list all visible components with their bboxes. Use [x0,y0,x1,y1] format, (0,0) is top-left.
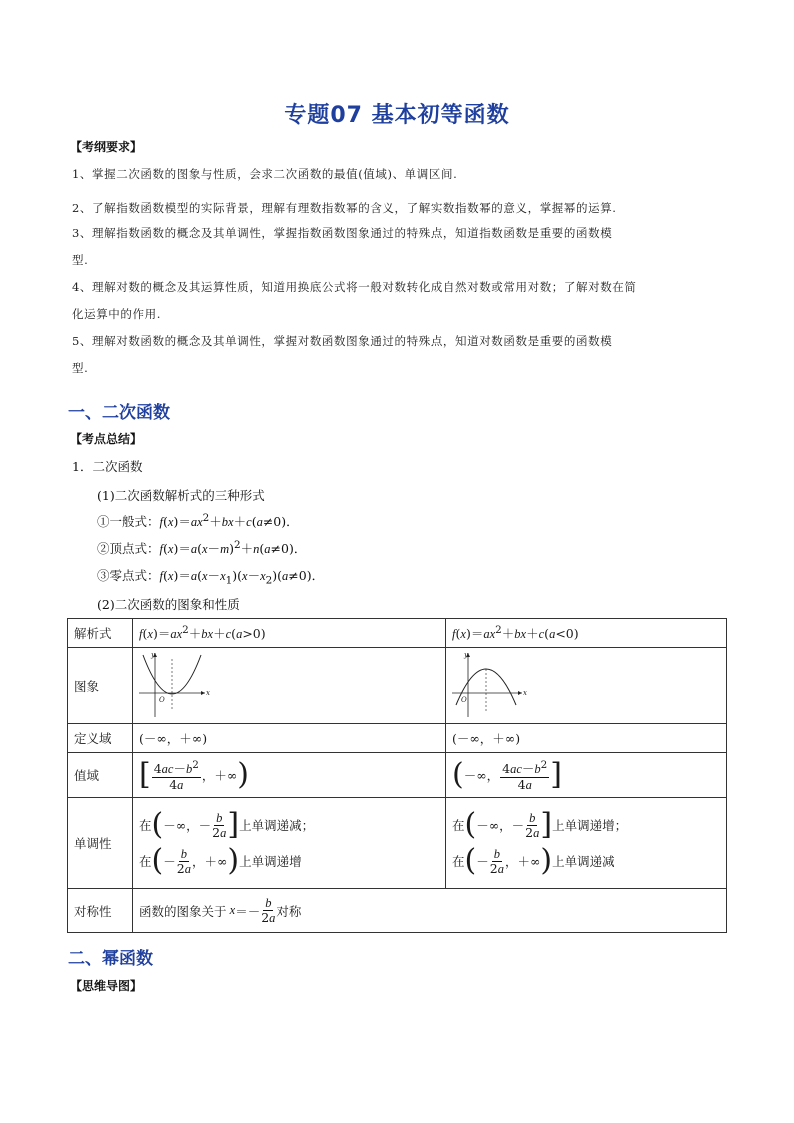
exam-req-line-3: 3、理解指数函数的概念及其单调性，掌握指数函数图象通过的特殊点，知道指数函数是重要的函数模 [72,226,613,240]
svg-text:O: O [461,696,467,704]
range-a-negative: ( －∞， $\frac{4ac-b^2}{4a}$ ] [446,753,727,798]
exam-req-line-4: 4、理解对数的概念及其运算性质，知道用换底公式将一般对数转化成自然对数或常用对数；了解对数在简 [72,280,637,294]
svg-text:O: O [159,696,165,704]
table-row-domain [68,724,727,753]
symmetry-cell: 函数的图象关于 x ＝－ $\frac{b}{2a}$ 对称 [133,889,727,933]
mono-a-positive: 在 ( －∞，－ $\frac{b}{2a}$ ] 上单调递减； 在 ( － $\frac{b}{2a}$ ，＋∞ ) 上单调递增 [133,798,446,889]
row-label-expression: 解析式 [68,619,133,648]
row-label-monotonicity: 单调性 [68,798,133,889]
domain-a-negative: (－∞，＋∞) [446,724,727,753]
row-label-domain: 定义域 [68,724,133,753]
svg-text:y: y [151,651,155,659]
exam-req-line-2: 2、了解指数函数模型的实际背景，理解有理数指数幂的含义，了解实数指数幂的意义，掌握幂的运算. [72,201,617,215]
sub-graph-properties: (2)二次函数的图象和性质 [97,597,240,612]
exam-requirements-heading: 【考纲要求】 [70,140,143,154]
exam-req-line-5: 5、理解对数函数的概念及其单调性，掌握对数函数图象通过的特殊点，知道对数函数是重要的函数模 [72,334,613,348]
row-label-graph: 图象 [68,648,133,724]
section-power-heading: 二、幂函数 [68,949,153,969]
row-label-symmetry: 对称性 [68,889,133,933]
table-row-expression [68,619,727,648]
item-quadratic: 1．二次函数 [72,459,143,474]
form-vertex: ②顶点式：$f(x)=a(x-m)^2+n(a\ne 0)$． [97,539,307,557]
exam-req-line-1: 1、掌握二次函数的图象与性质，会求二次函数的最值(值域)、单调区间. [72,167,458,181]
svg-text:x: x [523,689,527,697]
table-row-symmetry [68,889,727,933]
domain-a-positive: (－∞，＋∞) [133,724,446,753]
parabola-down-graph [452,649,532,719]
table-row-monotonicity [68,798,727,889]
exam-req-line-5b: 型. [72,361,89,375]
form-zero: ③零点式：$f(x)=a(x-x_1)(x-x_2)(a\ne 0)$． [97,568,325,587]
mono-a-negative: 在 ( －∞，－ $\frac{b}{2a}$ ] 上单调递增； 在 ( － $\frac{b}{2a}$ ，＋∞ ) 上单调递减 [446,798,727,889]
section-quadratic-heading: 一、二次函数 [68,403,170,423]
key-points-heading: 【考点总结】 [70,432,143,446]
svg-text:x: x [206,689,210,697]
graph-cell-down [446,648,727,724]
expr-a-negative: $f(x)=ax^2+bx+c(a<0)$ [446,619,727,648]
exam-req-line-3b: 型. [72,253,89,267]
parabola-up-graph [139,649,219,719]
table-row-range [68,753,727,798]
quadratic-properties-table [67,618,727,933]
form-general: ①一般式：$f(x)=ax^2+bx+c(a\ne 0)$． [97,512,299,530]
sub-three-forms: (1)二次函数解析式的三种形式 [97,488,265,503]
exam-req-line-4b: 化运算中的作用. [72,307,161,321]
range-a-positive: [ $\frac{4ac-b^2}{4a}$ ，＋∞ ) [133,753,446,798]
expr-a-positive: $f(x)=ax^2+bx+c(a>0)$ [133,619,446,648]
svg-text:y: y [464,651,468,659]
mindmap-heading: 【思维导图】 [70,979,143,993]
graph-cell-up [133,648,446,724]
page-title: 专题07 基本初等函数 [284,103,510,128]
row-label-range: 值域 [68,753,133,798]
table-row-graph [68,648,727,724]
